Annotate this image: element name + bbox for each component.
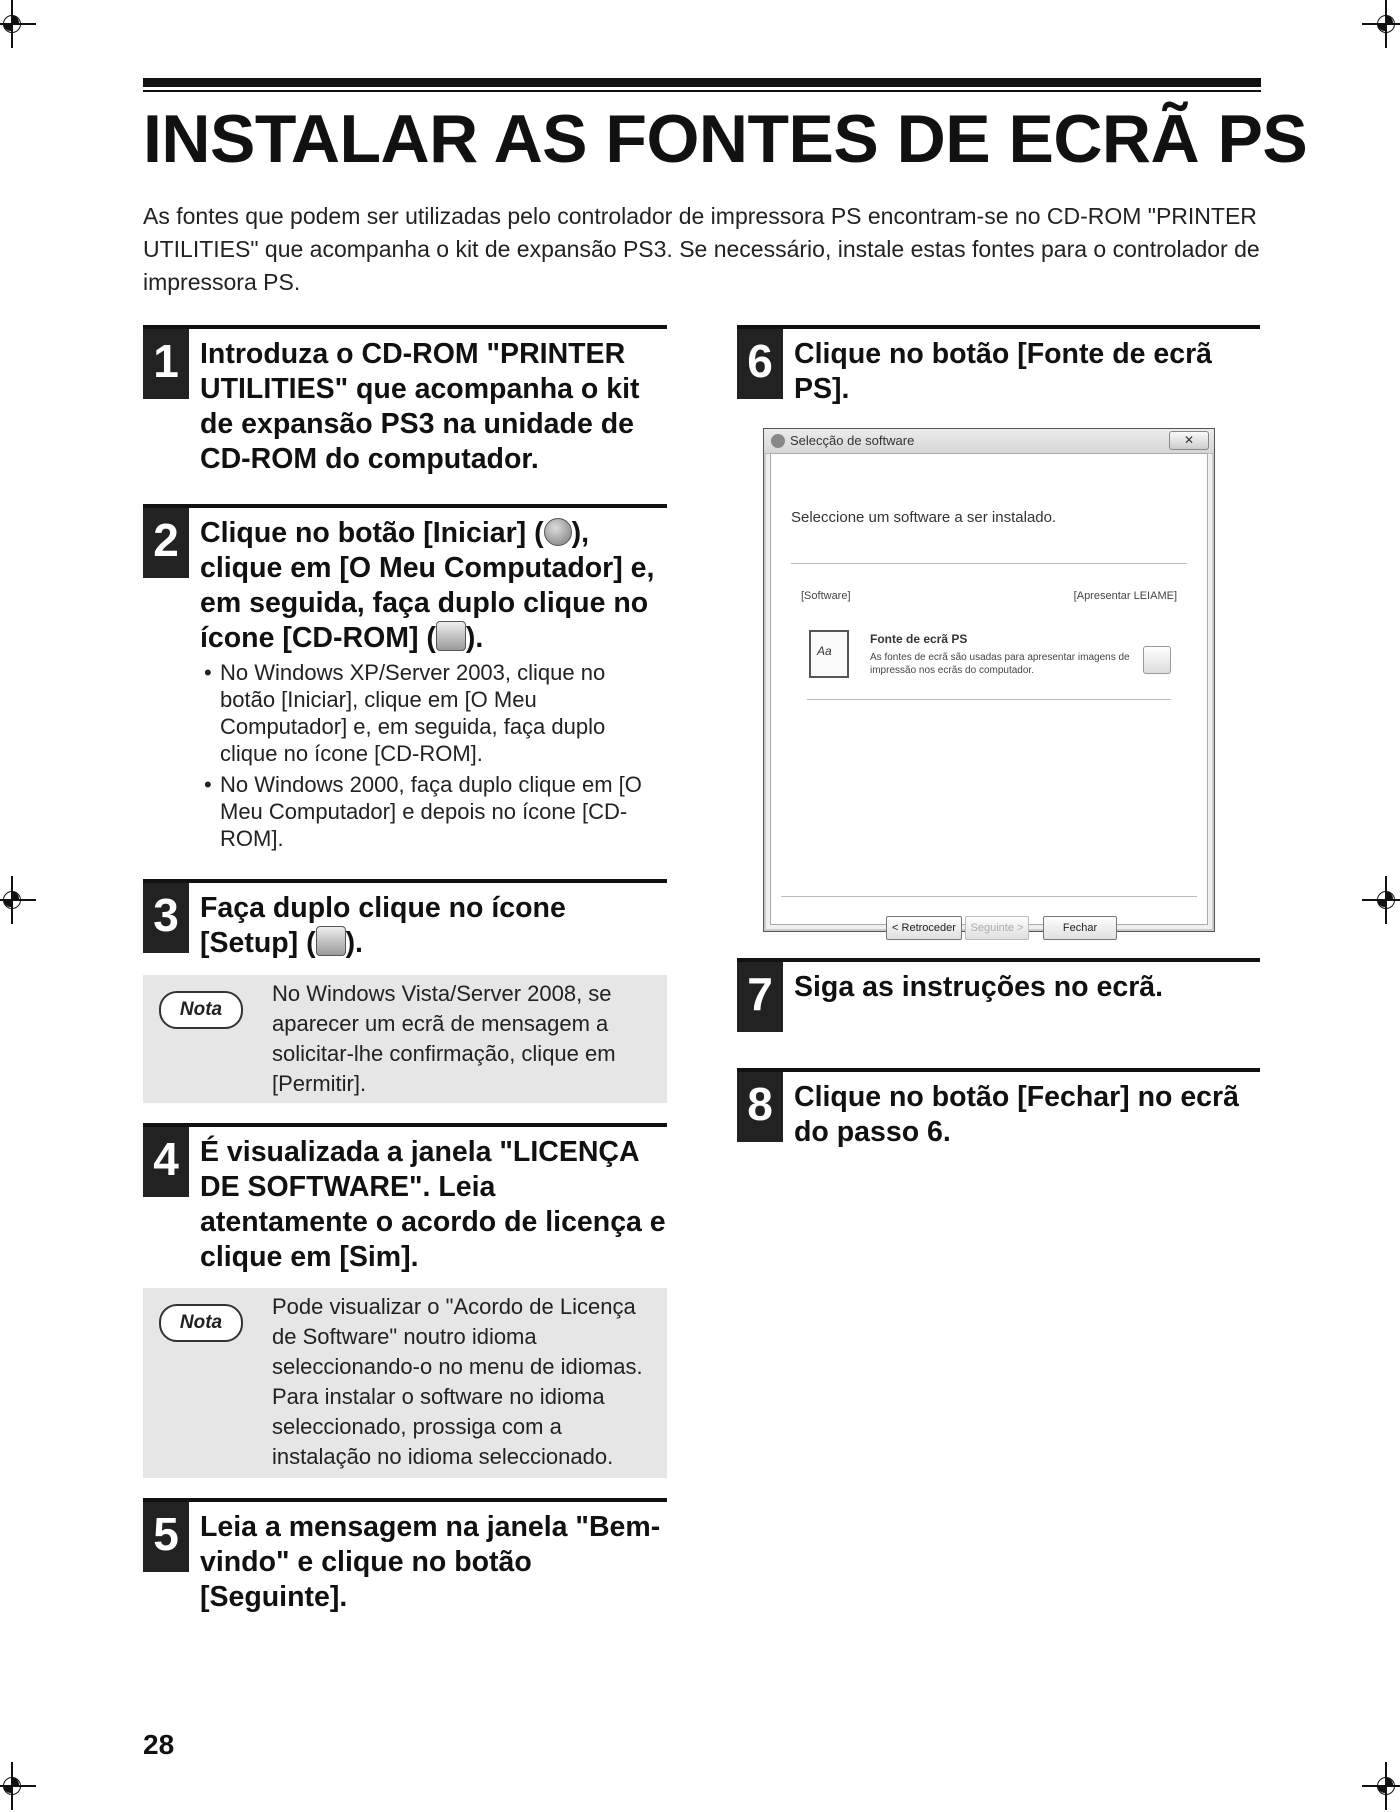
step-3	[143, 879, 667, 969]
step-number: 5	[143, 1502, 189, 1572]
intro-paragraph: As fontes que podem ser utilizadas pelo controlador de impressora PS encontram-se no CD-ROM "PRINTER UTILITIES" que acompanha o kit de expansão PS3. Se necessário, instale estas fontes para o controlador de impressora PS.	[143, 203, 1260, 295]
step-rule	[143, 1498, 667, 1502]
note-text: Pode visualizar o "Acordo de Licença de Software" noutro idioma seleccionando-o no menu de idiomas. Para instalar o software no idioma seleccionado, prossiga com a instalação no idioma seleccionado.	[272, 1294, 643, 1469]
note-box-1	[143, 975, 667, 1103]
step-text: Leia a mensagem na janela "Bem-vindo" e clique no botão [Seguinte].	[200, 1511, 661, 1613]
step-text-part: ), clique em [O Meu Computador] e, em seguida, faça duplo clique no ícone [CD-ROM] (	[200, 517, 655, 654]
step-4	[143, 1123, 667, 1273]
font-icon-label: Aa	[817, 644, 832, 658]
dialog-titlebar	[764, 429, 1214, 454]
step-text-part: ).	[465, 622, 484, 654]
registration-mark-top-left	[0, 12, 24, 36]
step-number: 1	[143, 329, 189, 399]
step-number: 8	[737, 1072, 783, 1142]
setup-icon	[316, 926, 346, 956]
back-button[interactable]: < Retroceder	[886, 916, 962, 940]
software-column-label: [Software]	[801, 590, 851, 602]
registration-mark-mid-left	[0, 888, 24, 912]
next-button[interactable]: Seguinte >	[965, 916, 1029, 940]
step-2-bullets	[200, 659, 660, 856]
step-6	[737, 325, 1260, 415]
registration-mark-bottom-left	[0, 1774, 24, 1798]
step-text-part: Clique no botão [Iniciar] (	[200, 517, 544, 549]
step-text	[200, 516, 670, 656]
note-badge: Nota	[159, 991, 243, 1029]
page-title: INSTALAR AS FONTES DE ECRÃ PS	[143, 101, 1308, 177]
title-rule-thick	[143, 78, 1261, 87]
step-number: 2	[143, 508, 189, 578]
software-selection-dialog	[763, 428, 1215, 932]
dialog-body	[770, 453, 1208, 934]
step-rule	[143, 325, 667, 329]
divider	[781, 896, 1197, 897]
step-text: É visualizada a janela "LICENÇA DE SOFTWARE". Leia atentamente o acordo de licença e clique em [Sim].	[200, 1136, 666, 1273]
registration-mark-bottom-right	[1374, 1774, 1398, 1798]
font-icon[interactable]	[809, 630, 849, 678]
step-7	[737, 958, 1260, 1038]
step-number: 6	[737, 329, 783, 399]
step-text: Introduza o CD-ROM "PRINTER UTILITIES" que acompanha o kit de expansão PS3 na unidade de CD-ROM do computador.	[200, 338, 640, 475]
divider	[791, 563, 1187, 564]
step-8	[737, 1068, 1260, 1158]
ps-screen-font-item-desc: As fontes de ecrã são usadas para apresentar imagens de impressão nos ecrãs do computador.	[870, 652, 1130, 676]
step-2	[143, 504, 667, 864]
page-number: 28	[143, 1729, 175, 1760]
step-text: Clique no botão [Fonte de ecrã PS].	[794, 338, 1213, 405]
start-button-icon	[544, 518, 572, 546]
step-text-part: ).	[345, 927, 363, 959]
step-rule	[143, 879, 667, 883]
registration-mark-top-right	[1374, 12, 1398, 36]
step-rule	[143, 504, 667, 508]
step-rule	[143, 1123, 667, 1127]
title-rule-thin	[143, 90, 1261, 92]
divider	[807, 699, 1171, 700]
step-text: Clique no botão [Fechar] no ecrã do passo 6.	[794, 1081, 1239, 1148]
step-rule	[737, 325, 1260, 329]
bullet-item: • No Windows XP/Server 2003, clique no botão [Iniciar], clique em [O Meu Computador] e, em seguida, faça duplo clique no ícone [CD-ROM].	[200, 659, 660, 767]
step-5	[143, 1498, 667, 1618]
step-rule	[737, 958, 1260, 962]
step-number: 4	[143, 1127, 189, 1197]
dialog-prompt: Seleccione um software a ser instalado.	[791, 509, 1057, 526]
step-text	[200, 891, 670, 961]
step-1	[143, 325, 667, 475]
readme-icon[interactable]	[1143, 646, 1171, 674]
step-rule	[737, 1068, 1260, 1072]
cd-rom-icon	[436, 621, 466, 651]
note-box-2	[143, 1288, 667, 1478]
note-badge: Nota	[159, 1304, 243, 1342]
step-number: 3	[143, 883, 189, 953]
close-button[interactable]: Fechar	[1043, 916, 1117, 940]
bullet-item: • No Windows 2000, faça duplo clique em [O Meu Computador] e depois no ícone [CD-ROM].	[200, 771, 660, 852]
ps-screen-font-item-title[interactable]: Fonte de ecrã PS	[870, 632, 968, 646]
note-text: No Windows Vista/Server 2008, se aparecer um ecrã de mensagem a solicitar-lhe confirmação, clique em [Permitir].	[272, 981, 616, 1096]
dialog-app-icon	[771, 434, 785, 448]
dialog-title: Selecção de software	[790, 433, 915, 448]
close-icon[interactable]: ✕	[1169, 431, 1209, 450]
registration-mark-mid-right	[1374, 888, 1398, 912]
step-text-part: Faça duplo clique no ícone [Setup] (	[200, 892, 566, 959]
step-number: 7	[737, 962, 783, 1032]
step-text: Siga as instruções no ecrã.	[794, 971, 1164, 1003]
readme-column-label: [Apresentar LEIAME]	[1073, 590, 1177, 602]
